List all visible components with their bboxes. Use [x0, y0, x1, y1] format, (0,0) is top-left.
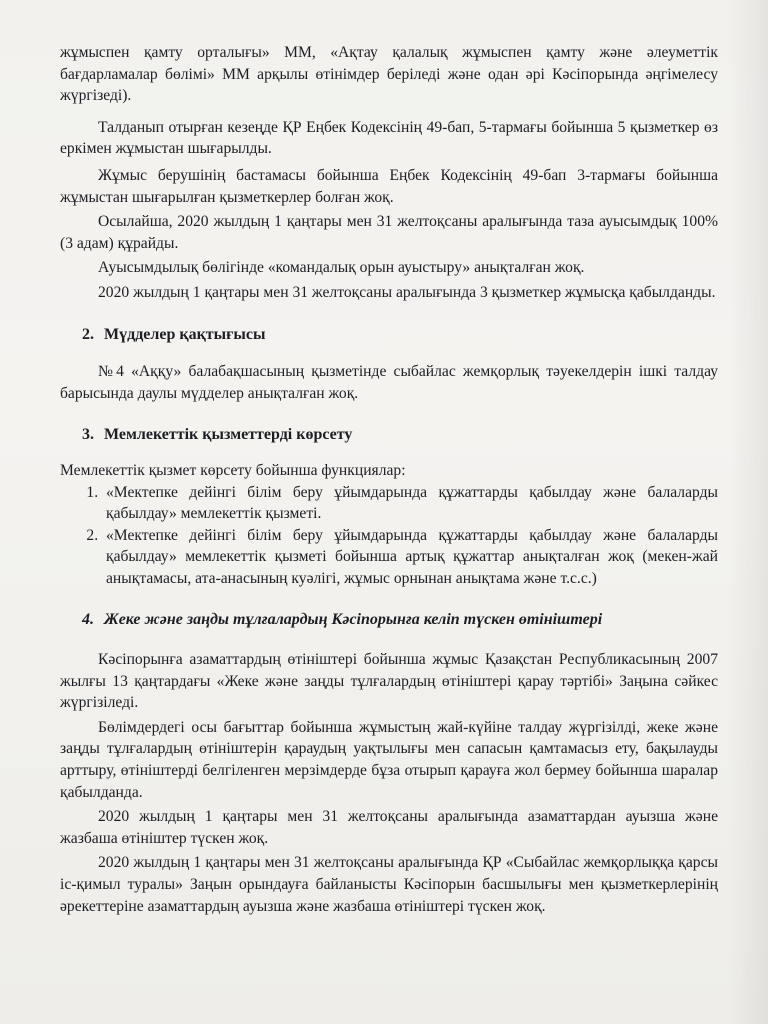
paragraph: Мемлекеттік қызмет көрсету бойынша функциялар:: [60, 461, 406, 479]
paragraph: Осылайша, 2020 жылдың 1 қаңтары мен 31 желтоқсаны аралығында таза ауысымдық 100% (3 адам) құрайды.: [60, 213, 718, 252]
list-item: 2. «Мектепке дейінгі білім беру ұйымдарында құжаттарды қабылдау және балаларды қабылдау» мемлекеттік қызметі бойынша артық құжаттар анықталған жоқ (мекен-жай анықтамасы, ата-анасының куәлігі, жұмыс орнынан анықтама және т.с.с.): [102, 525, 718, 590]
section-heading-3: [82, 424, 718, 446]
paragraph: 2020 жылдың 1 қаңтары мен 31 желтоқсаны аралығында ҚР «Сыбайлас жемқорлыққа қарсы іс-қимыл туралы» Заңын орындауға байланысты Кәсіпорын басшылығы мен қызметкерлерінің әрекеттеріне азаматтардың ауызша және жазбаша өтініштері түскен жоқ.: [60, 854, 718, 915]
document-body: [60, 42, 718, 917]
page-shadow: [728, 0, 768, 1024]
section-heading-4: [82, 609, 718, 631]
paragraph: Бөлімдердегі осы бағыттар бойынша жұмыстың жай-күйіне талдау жүргізілді, жеке және заңды тұлғалардың өтініштерін қараудың уақтылығы мен сапасын қамтамасыз ету, бақылауды арттыру, өтініштерді белгіленген мерзімдерде бұза отырып қарауға жол бермеу бойынша шаралар қабылданда.: [60, 718, 718, 801]
section-title: Мүдделер қақтығысы: [104, 325, 266, 343]
paragraph: Жұмыс берушінің бастамасы бойынша Еңбек Кодексінің 49-бап 3-тармағы бойынша жұмыстан шығарылған қызметкерлер болған жоқ.: [60, 166, 718, 206]
section-number: 4.: [82, 611, 94, 629]
paragraph: жұмыспен қамту орталығы» ММ, «Ақтау қалалық жұмыспен қамту және әлеуметтік бағдарламалар бөлімі» ММ арқылы өтінімдер беріледі және одан әрі Кәсіпорында әңгімелесу жүргізеді).: [60, 44, 718, 105]
paragraph: №4 «Аққу» балабақшасының қызметінде сыбайлас жемқорлық тәуекелдерін ішкі талдау барысында даулы мүдделер анықталған жоқ.: [60, 363, 718, 402]
paragraph: Ауысымдылық бөлігінде «командалық орын ауыстыру» анықталған жоқ.: [98, 259, 585, 277]
paragraph: 2020 жылдың 1 қаңтары мен 31 желтоқсаны аралығында азаматтардан ауызша және жазбаша өтініштер түскен жоқ.: [60, 808, 718, 847]
paragraph: Талданып отырған кезеңде ҚР Еңбек Кодексінің 49-бап, 5-тармағы бойынша 5 қызметкер өз еркімен жұмыстан шығарылды.: [60, 118, 718, 158]
functions-list: [60, 482, 718, 590]
list-item: 1. «Мектепке дейінгі білім беру ұйымдарында құжаттарды қабылдау және балаларды қабылдау» мемлекеттік қызметі.: [102, 482, 718, 525]
section-number: 2.: [82, 325, 94, 343]
section-title: Мемлекеттік қызметтерді көрсету: [104, 426, 353, 444]
section-title: Жеке және заңды тұлғалардың Кәсіпорынға келіп түскен өтініштері: [104, 611, 603, 629]
paragraph: 2020 жылдың 1 қаңтары мен 31 желтоқсаны аралығында 3 қызметкер жұмысқа қабылданды.: [98, 283, 716, 301]
section-heading-2: [82, 324, 718, 346]
paragraph: Кәсіпорынға азаматтардың өтініштері бойынша жұмыс Қазақстан Республикасының 2007 жылғы 13 қаңтардағы «Жеке және заңды тұлғалардың өтініштері қарау тәртібі» Заңына сәйкес жүргізіледі.: [60, 651, 718, 712]
section-number: 3.: [82, 426, 94, 444]
